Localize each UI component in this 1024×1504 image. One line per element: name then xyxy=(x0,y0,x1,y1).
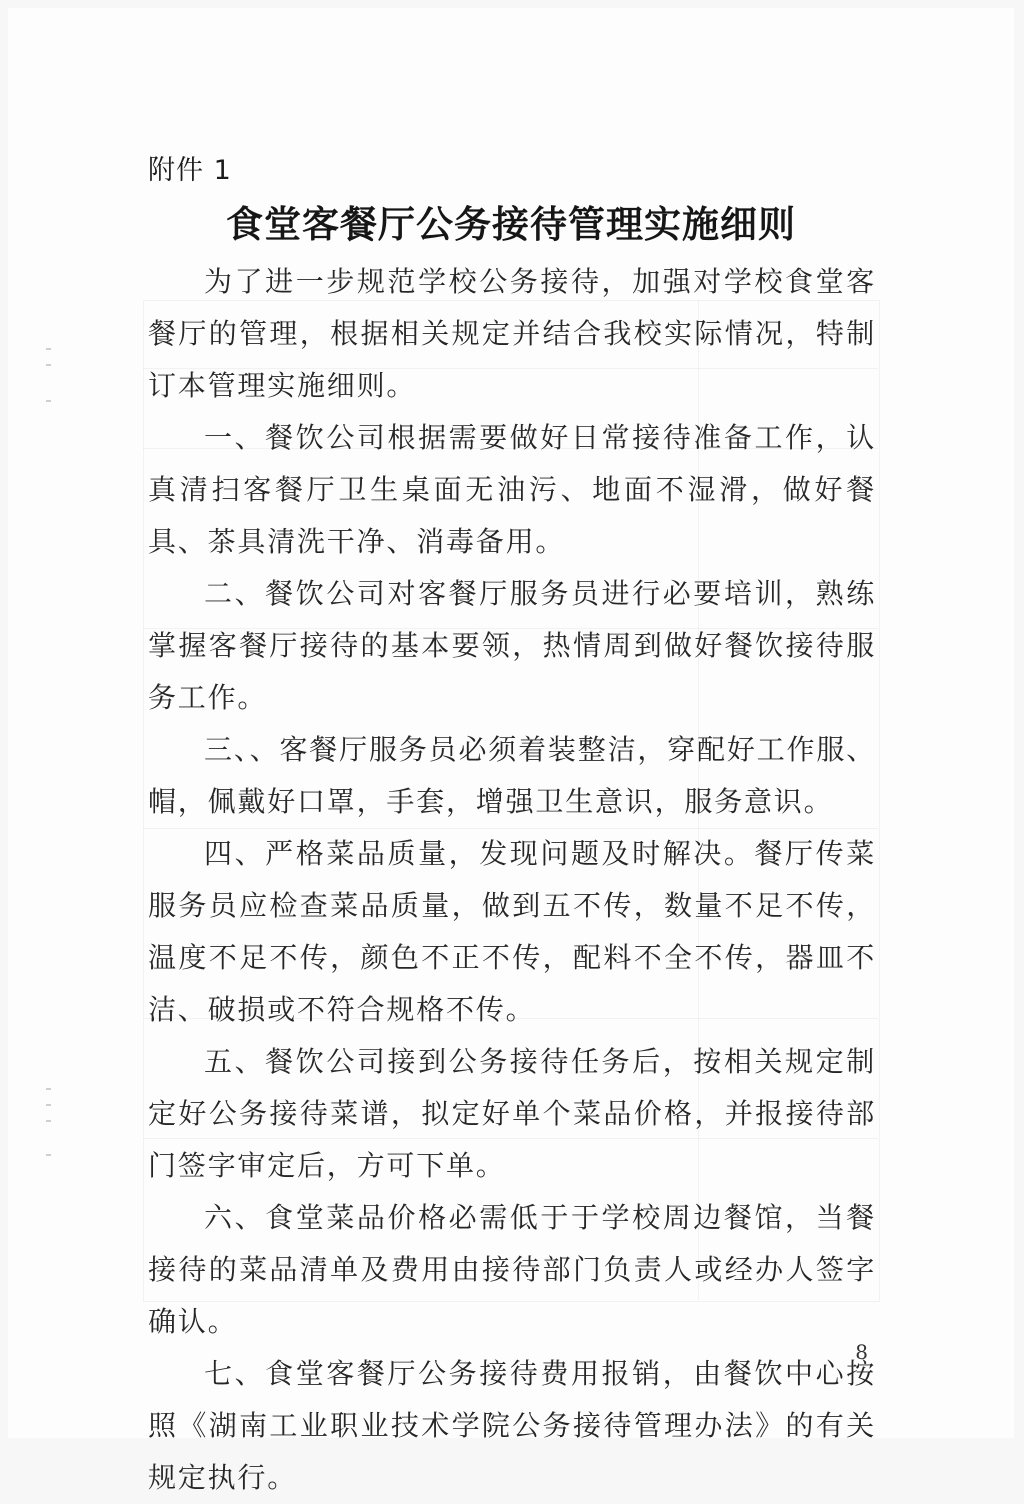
paragraph-4: 四、严格菜品质量，发现问题及时解决。餐厅传菜服务员应检查菜品质量，做到五不传，数量不足不传，温度不足不传，颜色不正不传，配料不全不传，器皿不洁、破损或不符合规格不传。 xyxy=(148,837,876,1026)
binding-mark xyxy=(46,348,51,350)
binding-mark xyxy=(46,1104,51,1106)
binding-mark xyxy=(46,364,51,366)
document-page xyxy=(8,8,1014,1494)
document-body xyxy=(148,256,876,1504)
binding-mark xyxy=(46,1120,51,1122)
attachment-label: 附件 1 xyxy=(148,155,232,186)
page-number: 8 xyxy=(855,1340,868,1364)
binding-mark xyxy=(46,400,51,402)
binding-mark xyxy=(46,1154,51,1156)
binding-mark xyxy=(46,1088,51,1090)
paragraph-7: 七、食堂客餐厅公务接待费用报销，由餐饮中心按照《湖南工业职业技术学院公务接待管理办法》的有关规定执行。 xyxy=(148,1357,876,1494)
paragraph-intro: 为了进一步规范学校公务接待，加强对学校食堂客餐厅的管理，根据相关规定并结合我校实际情况，特制订本管理实施细则。 xyxy=(148,265,876,402)
paragraph-3: 三、、客餐厅服务员必须着装整洁，穿配好工作服、帽，佩戴好口罩，手套，增强卫生意识，服务意识。 xyxy=(148,733,876,818)
paragraph-6: 六、食堂菜品价格必需低于于学校周边餐馆，当餐接待的菜品清单及费用由接待部门负责人或经办人签字确认。 xyxy=(148,1201,876,1338)
paragraph-5: 五、餐饮公司接到公务接待任务后，按相关规定制定好公务接待菜谱，拟定好单个菜品价格，并报接待部门签字审定后，方可下单。 xyxy=(148,1045,876,1182)
paragraph-2: 二、餐饮公司对客餐厅服务员进行必要培训，熟练掌握客餐厅接待的基本要领，热情周到做好餐饮接待服务工作。 xyxy=(148,577,876,714)
document-title: 食堂客餐厅公务接待管理实施细则 xyxy=(226,202,796,246)
paragraph-1: 一、餐饮公司根据需要做好日常接待准备工作，认真清扫客餐厅卫生桌面无油污、地面不湿滑，做好餐具、茶具清洗干净、消毒备用。 xyxy=(148,421,876,558)
